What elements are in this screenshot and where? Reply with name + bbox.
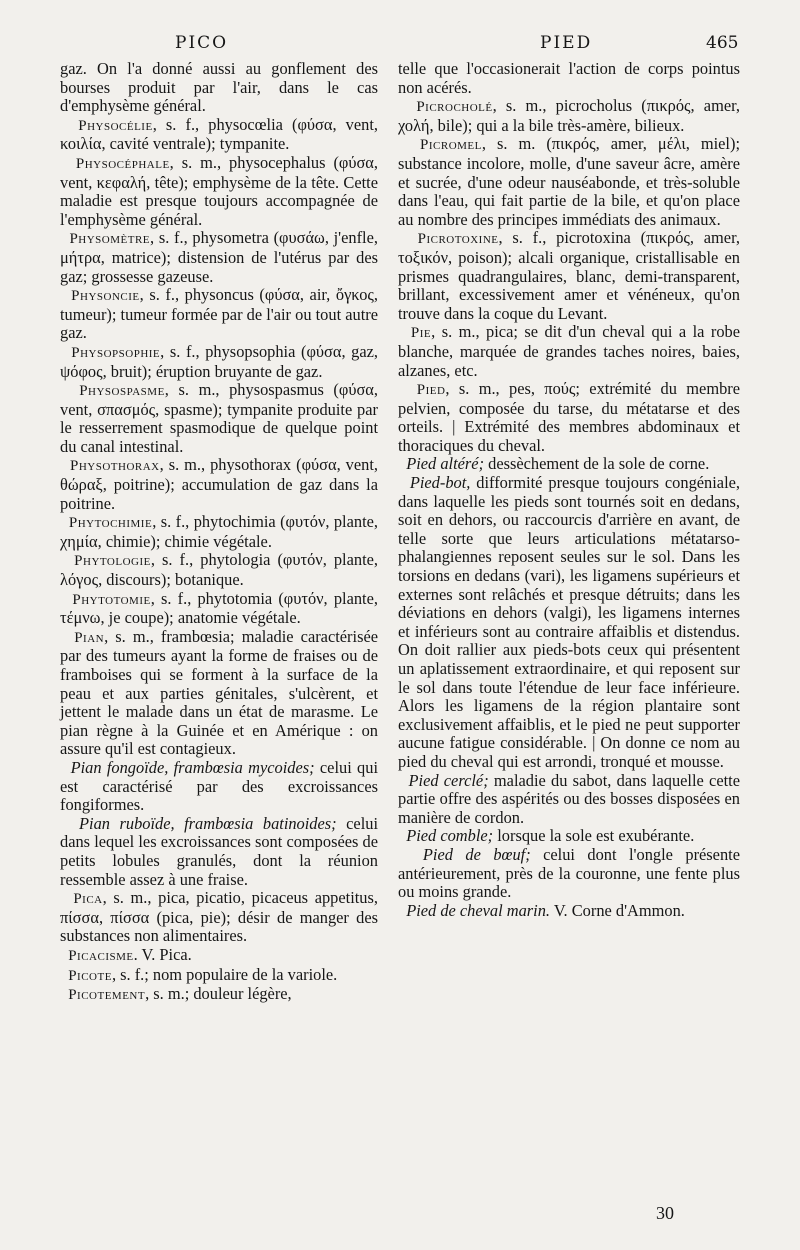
definition: , s. m.; douleur légère,	[145, 984, 292, 1004]
entry	[60, 628, 378, 759]
headword: Pied	[416, 382, 446, 399]
headword: Picrotoxine	[417, 231, 499, 248]
subentry-term: Pied cerclé;	[408, 770, 489, 790]
subentry-term: Pian ruboïde, frambœsia batinoides;	[79, 813, 337, 833]
definition: , s. m., picrocholus (πικρός, amer, χολή, bile); qui a la bile très-amère, bilieux.	[398, 96, 740, 135]
definition: dessèchement de la sole de corne.	[484, 454, 710, 474]
definition: , s. f., phytotomia (φυτόν, plante, τέμνω, je coupe); anatomie végétale.	[60, 588, 378, 628]
entry-text: gaz. On l'a donné aussi au gonflement des bourses produit par l'air, dans le cas d'emphysème général.	[60, 59, 378, 116]
entry	[60, 513, 378, 551]
headword: Phytotomie	[72, 591, 151, 608]
definition: , s. f., physometra (φυσάω, j'enfle, μήτρα, matrice); distension de l'utérus par des gaz; grossesse gazeuse.	[60, 228, 378, 286]
definition: , s. f., physocœlia (φύσα, vent, κοιλία, cavité ventrale); tympanite.	[60, 114, 378, 154]
headword: Pica	[73, 891, 103, 908]
headword: Physocéphale	[75, 155, 170, 172]
definition: , s. f., physopsophia (φύσα, gaz, ψόφος, bruit); éruption bruyante de gaz.	[60, 341, 378, 381]
headword: Picacisme	[68, 947, 134, 964]
entry	[398, 846, 740, 902]
definition: difformité presque toujours congéniale, dans laquelle les pieds sont tournés soit en dedans, soit en dehors, ou raccourcis d'arrière en avant, de telle sorte que leurs articulations métatarso-phalangiennes reposent seules sur le sol. Dans les torsions en dedans (vari), les ligamens supérieurs et externes sont relâchés et presque détruits; dans les déviations en dehors (valgi), les ligamens internes et inférieurs sont au contraire affaiblis et distendus. On doit rallier aux pieds-bots ceux qui présentent un aplatissement extraordinaire, et qui reposent sur le sol dans toute l'étendue de leur face inférieure. Alors les ligamens de la région plantaire sont exclusivement affaiblis, et le pied ne peut supporter aucune fatigue considérable. | On donne ce nom au pied du cheval qui est arrondi, tronqué et mousse.	[398, 473, 740, 771]
entry	[60, 889, 378, 946]
entry	[60, 966, 378, 986]
subentry-term: Pied de cheval marin.	[406, 900, 551, 920]
definition: , s. m., frambœsia; maladie caractérisée par des tumeurs ayant la forme de fraises ou de framboises qui se forment à la surface de la peau et aux parties génitales, s'ulcèrent, et jettent le malade dans un état de marasme. Le pian règne à la Guinée et en Amérique : on assure qu'il est contagieux.	[60, 626, 378, 759]
entry	[60, 154, 378, 229]
entry	[398, 902, 740, 921]
entry	[398, 97, 740, 135]
entry	[398, 474, 740, 772]
subentry-term: Pied de bœuf;	[422, 844, 531, 864]
entry	[398, 455, 740, 474]
running-head-right: PIED	[540, 33, 593, 53]
entry	[60, 590, 378, 628]
entry	[60, 985, 378, 1005]
headword: Picotement	[68, 987, 146, 1004]
definition: maladie du sabot, dans laquelle cette partie offre des aspérités ou des bosses disposées en manière de cordon.	[398, 770, 740, 827]
entry	[60, 456, 378, 513]
definition: , s. m., pes, πούς; extrémité du membre pelvien, composée du tarse, du métatarse et des orteils. | Extrémité des membres abdominaux et thoraciques du cheval.	[398, 379, 741, 455]
headword: Pie	[410, 325, 432, 342]
definition: , s. f., picrotoxina (πικρός, amer, τοξικόν, poison); alcali organique, cristallisable en prismes quadrangulaires, blanc, demi-transparent, brillant, excessivement amer et vénéneux, qu'on trouve dans la coque du Levant.	[398, 228, 740, 323]
headword: Phytochimie	[68, 515, 153, 532]
headword: Pian	[74, 629, 105, 646]
definition: lorsque la sole est exubérante.	[493, 826, 695, 846]
definition: , s. f., phytochimia (φυτόν, plante, χημία, chimie); chimie végétale.	[60, 512, 378, 551]
subentry-term: Pied altéré;	[406, 454, 485, 474]
signature-mark: 30	[656, 1203, 674, 1223]
definition: celui qui est caractérisé par des excroissances fongiformes.	[60, 757, 378, 815]
definition: , s. m., physothorax (φύσα, vent, θώραξ, poitrine); accumulation de gaz dans la poitrine.	[60, 455, 378, 513]
definition: , s. m., physocephalus (φύσα, vent, κεφαλή, tête); emphysème de la tête. Cette maladie est presque toujours accompagnée de l'emphysème général.	[60, 152, 378, 229]
definition: , s. m., pica, picatio, picaceus appetitus, πίσσα, πίσσα (pica, pie); désir de manger des substances non alimentaires.	[60, 888, 378, 946]
headword: Physocélie	[78, 117, 153, 134]
entry	[60, 946, 378, 966]
entry	[60, 286, 378, 343]
running-head-left: PICO	[175, 33, 229, 53]
subentry-term: Pied-bot,	[409, 473, 471, 493]
definition: , s. f.; nom populaire de la variole.	[111, 964, 338, 984]
headword: Physoncie	[71, 288, 140, 305]
right-column	[398, 60, 740, 920]
entry	[60, 229, 378, 286]
entry	[398, 323, 740, 380]
entry	[398, 380, 740, 455]
entry	[398, 827, 740, 846]
entry	[60, 551, 378, 589]
definition: , s. m. (πικρός, amer, μέλι, miel); substance incolore, molle, d'une saveur âcre, amère et sucrée, d'une odeur nauséabonde, et très-soluble dans l'eau, qui fait partie de la bile, et qu'on place au nombre des principes immédiats des animaux.	[398, 134, 740, 229]
headword: Phytologie	[74, 553, 151, 570]
entry	[60, 116, 378, 154]
definition: V. Corne d'Ammon.	[550, 900, 685, 920]
headword: Picrocholé	[416, 99, 493, 116]
headword: Physothorax	[69, 458, 160, 475]
entry-text: telle que l'occasionerait l'action de corps pointus non acérés.	[398, 59, 740, 97]
definition: celui dans lequel les excroissances sont composées de petits lobules granulés, dont la réunion ressemble assez à une fraise.	[60, 813, 378, 889]
entry	[60, 815, 378, 889]
definition: celui dont l'ongle présente antérieurement, près de la couronne, une fente plus ou moins grande.	[398, 844, 740, 902]
headword: Physomètre	[69, 231, 151, 248]
entry	[60, 381, 378, 456]
definition: . V. Pica.	[133, 944, 192, 964]
page-number: 465	[706, 33, 739, 53]
subentry-term: Pian fongoïde, frambœsia mycoides;	[70, 757, 315, 777]
headword: Physospasme	[79, 383, 165, 400]
entry	[398, 229, 740, 323]
headword: Physopsophie	[71, 344, 161, 361]
subentry-term: Pied comble;	[406, 826, 494, 846]
definition: , s. m., pica; se dit d'un cheval qui a la robe blanche, marquée de grandes taches noires, baies, alzanes, etc.	[398, 322, 740, 380]
headword: Picromel	[420, 137, 482, 154]
entry	[60, 343, 378, 381]
entry	[60, 759, 378, 815]
definition: , s. f., physoncus (φύσα, air, ὄγκος, tumeur); tumeur formée par de l'air ou tout autre gaz.	[60, 285, 378, 343]
entry	[398, 135, 740, 229]
entry	[398, 772, 740, 828]
headword: Picote	[68, 967, 112, 984]
left-column	[60, 60, 378, 1005]
definition: , s. f., phytologia (φυτόν, plante, λόγος, discours); botanique.	[60, 550, 379, 590]
definition: , s. m., physospasmus (φύσα, vent, σπασμός, spasme); tympanite produite par le resserrement spasmodique de quelque point du canal intestinal.	[60, 380, 378, 456]
